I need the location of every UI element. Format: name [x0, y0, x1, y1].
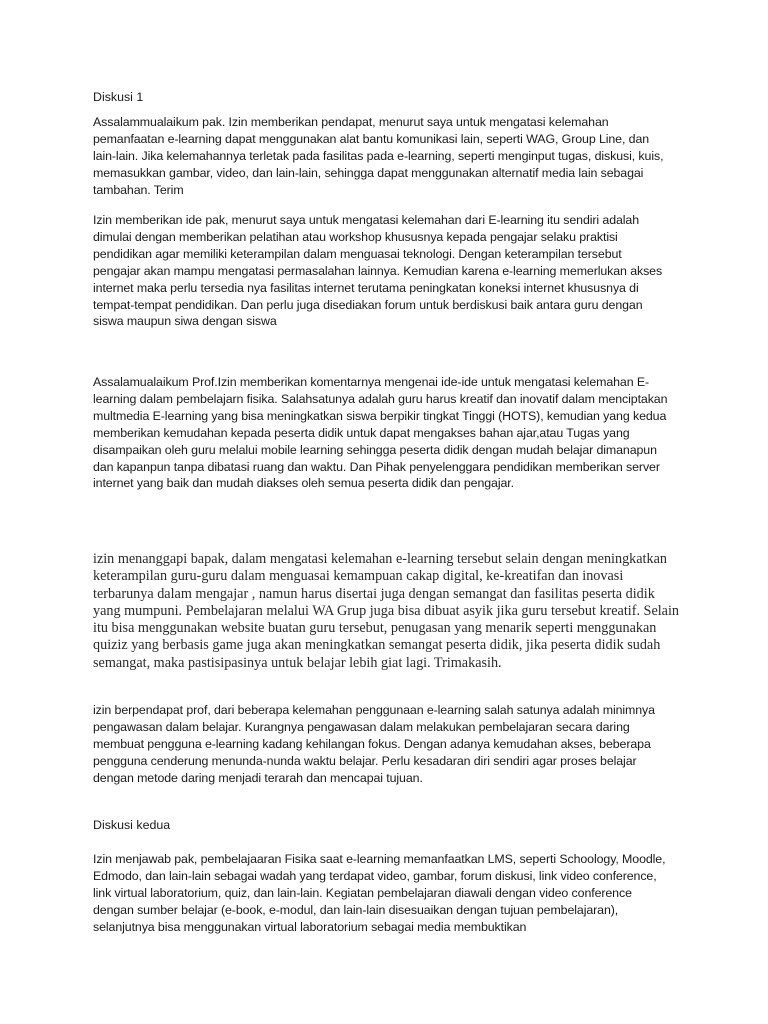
comment-paragraph-2: Izin memberikan ide pak, menurut saya untuk mengatasi kelemahan dari E-learning itu sendiri adalah dimulai dengan memberikan pelatihan atau workshop khususnya kepada pengajar selaku praktisi pendidikan agar memiliki keterampilan dalam menguasai teknologi. Dengan keterampilan tersebut pengajar akan mampu mengatasi permasalahan lainnya. Kemudian karena e-learning memerlukan akses internet maka perlu tersedia nya fasilitas internet terutama peningkatan koneksi internet khususnya di tempat-tempat pendidikan. Dan perlu juga disediakan forum untuk berdiskusi baik antara guru dengan siswa maupun siwa dengan siswa — [93, 213, 663, 329]
comment-paragraph-4: izin menanggapi bapak, dalam mengatasi kelemahan e-learning tersebut selain dengan meningkatkan keterampilan guru-guru dalam menguasai kemampuan cakap digital, ke-kreatifan dan inovasi terbarunya dalam mengajar , namun harus disertai juga dengan semangat dan fasilitas peserta didik yang mumpuni. Pembelajaran melalui WA Grup juga bisa dibuat asyik jika guru tersebut kreatif. Selain itu bisa menggunakan website buatan guru tersebut, penugasan yang menarik seperti menggunakan quiziz yang berbasis game juga akan meningkatkan semangat peserta didik, jika peserta didik sudah semangat, maka pastisipasinya untuk belajar lebih giat lagi. Trimakasih. — [93, 551, 680, 671]
section-heading-diskusi-kedua: Diskusi kedua — [93, 818, 171, 832]
comment-paragraph-6: Izin menjawab pak, pembelajaaran Fisika saat e-learning memanfaatkan LMS, seperti Schoology, Moodle, Edmodo, dan lain-lain sebagai wadah yang terdapat video, gambar, forum diskusi, link video conference, link virtual laboratorium, quiz, dan lain-lain. Kegiatan pembelajaran diawali dengan video conference dengan sumber belajar (e-book, e-modul, dan lain-lain disesuaikan dengan tujuan pembelajaran), selanjutnya bisa menggunakan virtual laboratorium sebagai media membuktikan — [93, 852, 666, 934]
section-heading-diskusi-1: Diskusi 1 — [93, 90, 144, 104]
comment-paragraph-3: Assalamualaikum Prof.Izin memberikan komentarnya mengenai ide-ide untuk mengatasi kelemahan E-learning dalam pembelajarn fisika. Salahsatunya adalah guru harus kreatif dan inovatif dalam menciptakan multmedia E-learning yang bisa meningkatkan siswa berpikir tingkat Tinggi (HOTS), kemudian yang kedua memberikan kemudahan kepada peserta didik untuk dapat mengakses bahan ajar,atau Tugas yang disampaikan oleh guru melalui mobile learning sehingga peserta didik dengan mudah belajar dimanapun dan kapanpun tanpa dibatasi ruang dan waktu. Dan Pihak penyelenggara pendidikan memberikan server internet yang baik dan mudah diakses oleh semua peserta didik dan pengajar. — [93, 375, 668, 491]
comment-paragraph-1: Assalammualaikum pak. Izin memberikan pendapat, menurut saya untuk mengatasi kelemahan pemanfaatan e-learning dapat menggunakan alat bantu komunikasi lain, seperti WAG, Group Line, dan lain-lain. Jika kelemahannya terletak pada fasilitas pada e-learning, seperti menginput tugas, diskusi, kuis, memasukkan gambar, video, dan lain-lain, sehingga dapat menggunakan alternatif media lain sebagai tambahan. Terim — [93, 115, 664, 197]
comment-paragraph-5: izin berpendapat prof, dari beberapa kelemahan penggunaan e-learning salah satunya adalah minimnya pengawasan dalam belajar. Kurangnya pengawasan dalam melakukan pembelajaran secara daring membuat pengguna e-learning kadang kehilangan fokus. Dengan adanya kemudahan akses, beberapa pengguna cenderung menunda-nunda waktu belajar. Perlu kesadaran diri sendiri agar proses belajar dengan metode daring menjadi terarah dan mencapai tujuan. — [93, 703, 655, 785]
